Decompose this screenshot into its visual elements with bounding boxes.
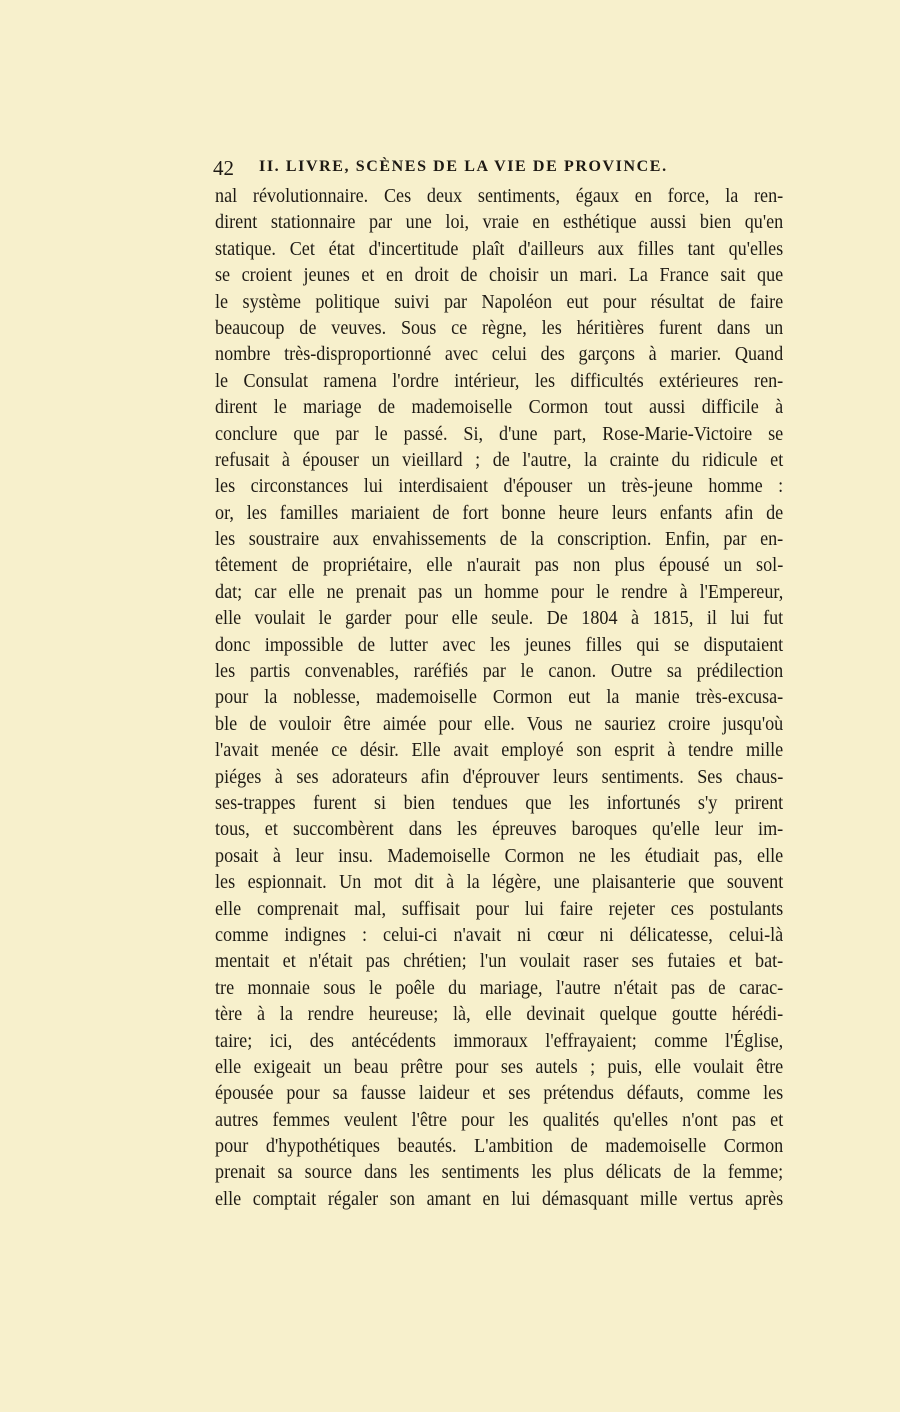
text-line: le Consulat ramena l'ordre intérieur, les difficultés extérieures ren-: [215, 370, 784, 392]
text-line: autres femmes veulent l'être pour les qualités qu'elles n'ont pas et: [215, 1109, 784, 1131]
text-line: elle exigeait un beau prêtre pour ses autels ; puis, elle voulait être: [215, 1056, 784, 1078]
text-line: refusait à épouser un vieillard ; de l'autre, la crainte du ridicule et: [215, 449, 784, 471]
text-line: les espionnait. Un mot dit à la légère, une plaisanterie que souvent: [215, 872, 784, 894]
text-line: le système politique suivi par Napoléon eut pour résultat de faire: [215, 291, 784, 313]
text-line: tère à la rendre heureuse; là, elle devinait quelque goutte hérédi-: [215, 1004, 784, 1026]
text-line: dat; car elle ne prenait pas un homme pour le rendre à l'Empereur,: [215, 581, 784, 603]
text-line: épousée pour sa fausse laideur et ses prétendus défauts, comme les: [215, 1083, 784, 1105]
running-header: [213, 156, 785, 182]
text-line: les partis convenables, raréfiés par le canon. Outre sa prédilection: [215, 661, 784, 683]
page-body-text: [215, 184, 783, 1213]
text-line: piéges à ses adorateurs afin d'éprouver leurs sentiments. Ses chaus-: [215, 766, 784, 788]
text-line: elle comptait régaler son amant en lui démasquant mille vertus après: [215, 1188, 784, 1210]
text-line: se croient jeunes et en droit de choisir un mari. La France sait que: [215, 265, 784, 287]
text-line: statique. Cet état d'incertitude plaît d'ailleurs aux filles tant qu'elles: [215, 238, 784, 260]
text-line: nombre très-disproportionné avec celui des garçons à marier. Quand: [215, 344, 784, 366]
text-line: les circonstances lui interdisaient d'épouser un très-jeune homme :: [215, 476, 784, 498]
text-line: nal révolutionnaire. Ces deux sentiments, égaux en force, la ren-: [215, 186, 784, 207]
text-line: beaucoup de veuves. Sous ce règne, les héritières furent dans un: [215, 317, 784, 339]
text-line: dirent stationnaire par une loi, vraie en esthétique aussi bien qu'en: [215, 212, 784, 234]
text-line: or, les familles mariaient de fort bonne heure leurs enfants afin de: [215, 502, 784, 524]
text-line: comme indignes : celui-ci n'avait ni cœur ni délicatesse, celui-là: [215, 924, 784, 946]
text-line: posait à leur insu. Mademoiselle Cormon ne les étudiait pas, elle: [215, 845, 784, 867]
text-line: pour la noblesse, mademoiselle Cormon eut la manie très-excusa-: [215, 687, 784, 709]
page-number: 42: [213, 156, 234, 180]
text-line: pour d'hypothétiques beautés. L'ambition de mademoiselle Cormon: [215, 1136, 784, 1158]
text-line: tous, et succombèrent dans les épreuves baroques qu'elle leur im-: [215, 819, 784, 841]
text-line: taire; ici, des antécédents immoraux l'effrayaient; comme l'Église,: [215, 1030, 784, 1052]
text-line: tre monnaie sous le poêle du mariage, l'autre n'était pas de carac-: [215, 977, 784, 999]
text-line: têtement de propriétaire, elle n'aurait pas non plus épousé un sol-: [215, 555, 784, 577]
text-line: ses-trappes furent si bien tendues que les infortunés s'y prirent: [215, 792, 784, 814]
text-line: l'avait menée ce désir. Elle avait employé son esprit à tendre mille: [215, 740, 784, 762]
text-line: conclure que par le passé. Si, d'une part, Rose-Marie-Victoire se: [215, 423, 784, 445]
text-line: elle voulait le garder pour elle seule. De 1804 à 1815, il lui fut: [215, 608, 784, 630]
running-title: II. LIVRE, SCÈNES DE LA VIE DE PROVINCE.: [259, 158, 668, 175]
text-line: prenait sa source dans les sentiments les plus délicats de la femme;: [215, 1162, 784, 1184]
text-line: donc impossible de lutter avec les jeunes filles qui se disputaient: [215, 634, 784, 656]
text-line: les soustraire aux envahissements de la conscription. Enfin, par en-: [215, 529, 784, 551]
text-line: ble de vouloir être aimée pour elle. Vous ne sauriez croire jusqu'où: [215, 713, 784, 735]
text-line: elle comprenait mal, suffisait pour lui faire rejeter ces postulants: [215, 898, 784, 920]
text-line: mentait et n'était pas chrétien; l'un voulait raser ses futaies et bat-: [215, 951, 784, 973]
text-line: dirent le mariage de mademoiselle Cormon tout aussi difficile à: [215, 397, 784, 419]
